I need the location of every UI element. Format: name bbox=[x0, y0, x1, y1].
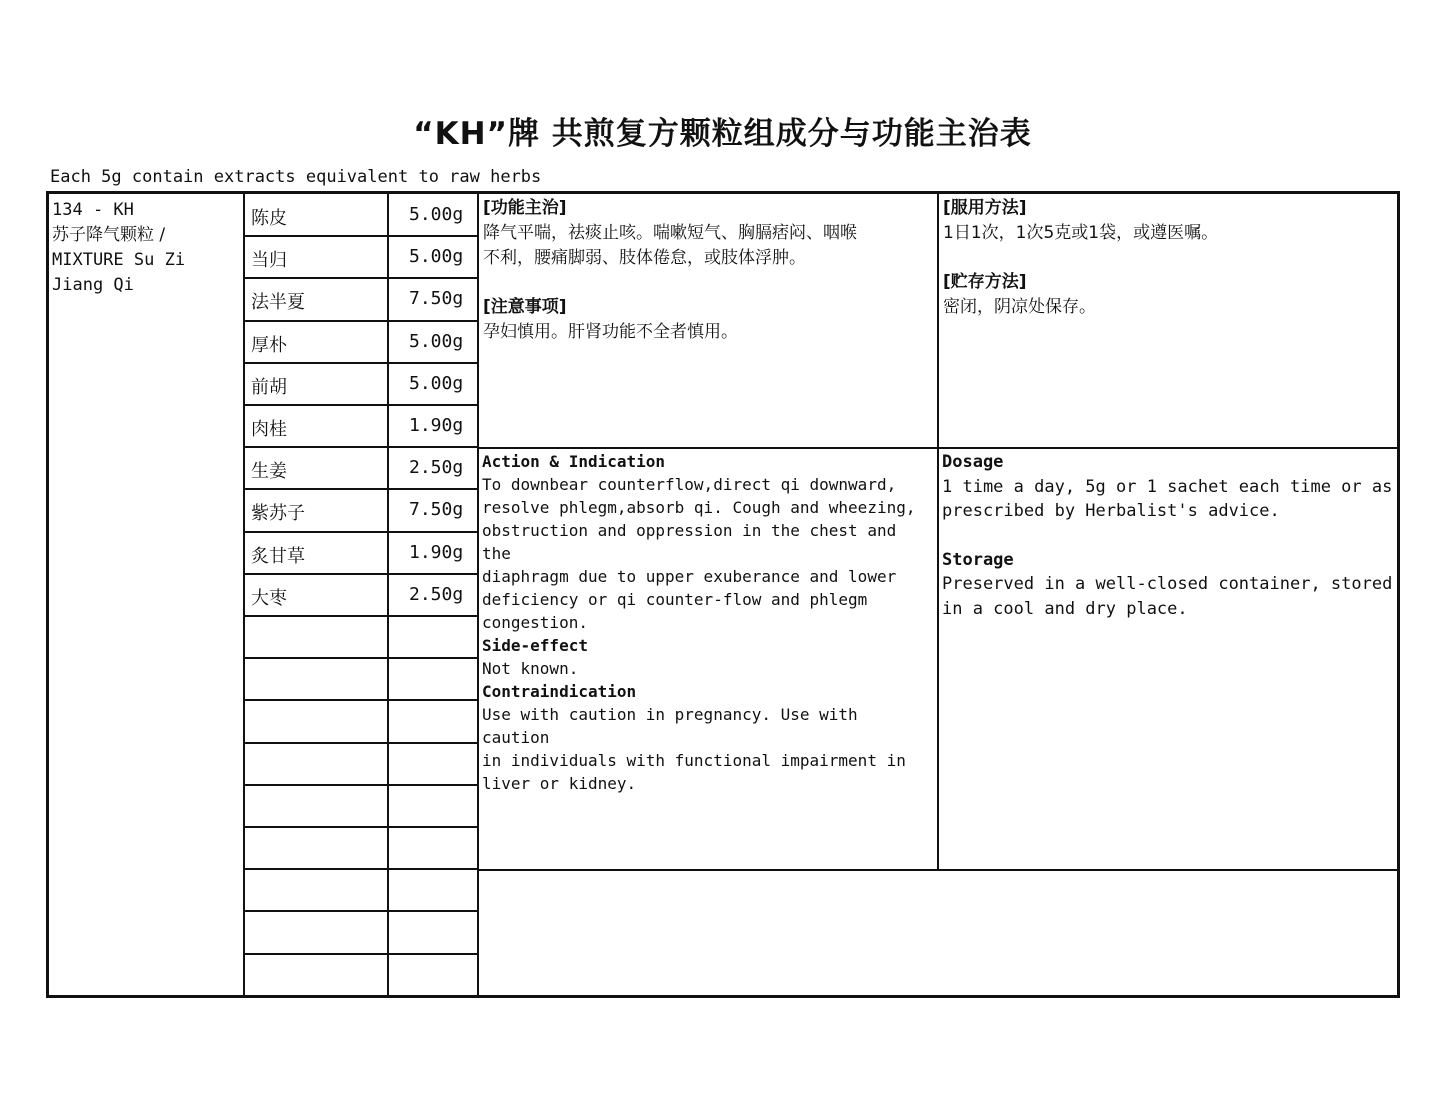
herb-row bbox=[245, 743, 478, 785]
herb-name: 厚朴 bbox=[251, 334, 287, 356]
dosage-text: 1 time a day, 5g or 1 sachet each time or as bbox=[942, 476, 1393, 497]
product-name-en: Jiang Qi bbox=[52, 275, 134, 295]
herb-dose: 5.00g bbox=[409, 372, 464, 394]
cn-caution-text: 孕妇慎用。肝肾功能不全者慎用。 bbox=[483, 322, 738, 342]
product-code: 134 - KH bbox=[52, 200, 134, 220]
herb-row bbox=[245, 405, 478, 447]
cn-function-heading: [功能主治] bbox=[483, 198, 567, 218]
herb-row bbox=[245, 574, 478, 616]
cn-function-text: 不利，腰痛脚弱、肢体倦怠，或肢体浮肿。 bbox=[483, 248, 806, 268]
herb-row bbox=[245, 616, 478, 658]
herb-row bbox=[245, 827, 478, 869]
contraindication-heading: Contraindication bbox=[482, 682, 637, 701]
storage-text: Preserved in a well-closed container, stored bbox=[942, 574, 1393, 594]
storage-text: in a cool and dry place. bbox=[942, 598, 1188, 619]
herb-name: 大枣 bbox=[251, 587, 287, 609]
cn-usage-text: 1日1次，1次5克或1袋，或遵医嘱。 bbox=[943, 223, 1219, 243]
en-dosage-cell bbox=[942, 450, 1394, 621]
herb-row bbox=[245, 700, 478, 742]
dosage-text: prescribed by Herbalist's advice. bbox=[942, 501, 1280, 521]
en-action-heading: Action & Indication bbox=[482, 452, 666, 471]
column-divider bbox=[937, 194, 939, 869]
row-divider bbox=[479, 869, 1397, 871]
cn-function-cell bbox=[483, 196, 933, 345]
herb-row bbox=[245, 785, 478, 827]
cn-usage-heading: [服用方法] bbox=[943, 198, 1027, 218]
herb-row bbox=[245, 194, 478, 236]
row-divider bbox=[479, 447, 1397, 449]
herb-name: 紫苏子 bbox=[251, 503, 305, 525]
en-action-cell bbox=[482, 450, 934, 795]
cn-storage-heading: [贮存方法] bbox=[943, 272, 1027, 292]
cn-function-text: 降气平喘，祛痰止咳。喘嗽短气、胸膈痞闷、咽喉 bbox=[483, 223, 857, 243]
contraindication-text: in individuals with functional impairment in bbox=[482, 751, 906, 770]
en-action-text: deficiency or qi counter-flow and phlegm bbox=[482, 590, 868, 609]
en-action-text: To downbear counterflow,direct qi downward, bbox=[482, 475, 897, 494]
herb-row bbox=[245, 447, 478, 489]
herb-row bbox=[245, 321, 478, 363]
page-title: “KH”牌 共煎复方颗粒组成分与功能主治表 bbox=[413, 116, 1032, 152]
herb-dose: 2.50g bbox=[409, 457, 464, 479]
herb-row bbox=[245, 532, 478, 574]
side-effect-heading: Side-effect bbox=[482, 636, 588, 655]
herb-row bbox=[245, 236, 478, 278]
cn-storage-text: 密闭，阴凉处保存。 bbox=[943, 297, 1096, 317]
herb-dose: 1.90g bbox=[409, 415, 464, 436]
product-name-cn: 苏子降气颗粒 / bbox=[52, 225, 166, 245]
en-action-text: obstruction and oppression in the chest and the bbox=[482, 521, 897, 563]
herb-name: 生姜 bbox=[251, 461, 287, 483]
herb-name: 陈皮 bbox=[251, 208, 287, 229]
herb-dose: 5.00g bbox=[409, 246, 464, 268]
subtitle: Each 5g contain extracts equivalent to raw herbs bbox=[50, 167, 542, 187]
storage-heading: Storage bbox=[942, 549, 1014, 570]
cn-usage-cell bbox=[943, 196, 1393, 320]
en-action-text: diaphragm due to upper exuberance and lower bbox=[482, 567, 897, 586]
herb-row bbox=[245, 954, 478, 996]
herb-row bbox=[245, 278, 478, 320]
en-action-text: congestion. bbox=[482, 613, 588, 632]
product-name-en: MIXTURE Su Zi bbox=[52, 250, 186, 270]
herb-dose: 1.90g bbox=[409, 541, 464, 563]
contraindication-text: Use with caution in pregnancy. Use with caution bbox=[482, 705, 858, 747]
herb-name: 前胡 bbox=[251, 376, 287, 398]
herb-dose: 5.00g bbox=[409, 330, 464, 352]
herb-dose: 2.50g bbox=[409, 583, 464, 605]
herb-row bbox=[245, 869, 478, 911]
herb-dose: 5.00g bbox=[409, 204, 464, 225]
herb-name: 法半夏 bbox=[251, 292, 305, 314]
contraindication-text: liver or kidney. bbox=[482, 774, 637, 793]
en-action-text: resolve phlegm,absorb qi. Cough and wheezing, bbox=[482, 498, 916, 517]
herb-row bbox=[245, 489, 478, 531]
herb-row bbox=[245, 363, 478, 405]
herb-name: 炙甘草 bbox=[251, 545, 305, 567]
herb-dose: 7.50g bbox=[409, 499, 464, 521]
herb-dose: 7.50g bbox=[409, 288, 464, 310]
herb-name: 当归 bbox=[251, 250, 287, 272]
dosage-heading: Dosage bbox=[942, 452, 1004, 472]
herb-name: 肉桂 bbox=[251, 419, 287, 440]
product-info bbox=[52, 198, 242, 298]
cn-caution-heading: [注意事项] bbox=[483, 297, 567, 317]
herb-row bbox=[245, 658, 478, 700]
side-effect-text: Not known. bbox=[482, 659, 579, 678]
herb-table bbox=[46, 191, 1400, 998]
herb-row bbox=[245, 911, 478, 953]
